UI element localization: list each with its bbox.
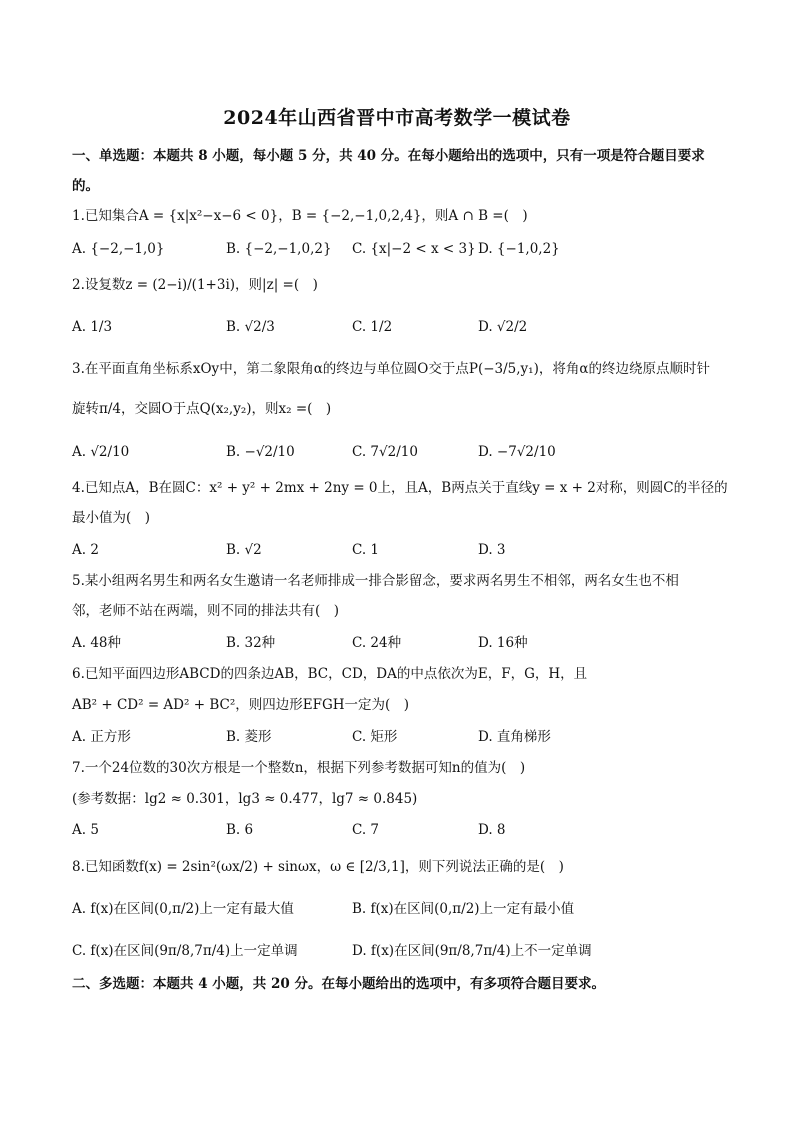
q8-option-c: C. f(x)在区间(9π/8,7π/4)上一定单调 <box>72 943 298 959</box>
q7-option-c: C. 7 <box>352 822 380 838</box>
page-title: 2024年山西省晋中市高考数学一模试卷 <box>223 107 571 129</box>
question-4-stem: 4.已知点A，B在圆C：x² + y² + 2mx + 2ny = 0上，且A，B两点关于直线y = x + 2对称，则圆C的半径的 <box>72 480 728 496</box>
q3-option-d: D. −7√2/10 <box>478 444 556 460</box>
question-6-stem-cont: AB² + CD² = AD² + BC²，则四边形EFGH一定为( ) <box>72 697 410 713</box>
question-8-stem: 8.已知函数f(x) = 2sin²(ωx/2) + sinωx，ω ∈ [2/3,1]，则下列说法正确的是( ) <box>72 859 564 875</box>
q8-option-d: D. f(x)在区间(9π/8,7π/4)上不一定单调 <box>352 943 592 959</box>
q4-option-c: C. 1 <box>352 542 380 558</box>
question-2-stem: 2.设复数z = (2−i)/(1+3i)，则|z| =( ) <box>72 277 318 293</box>
section-1-instructions: 一、单选题：本题共 8 小题，每小题 5 分，共 40 分。在每小题给出的选项中，只有一项是符合题目要求 <box>72 148 705 164</box>
q5-option-c: C. 24种 <box>352 635 402 651</box>
section-2-instructions: 二、多选题：本题共 4 小题，共 20 分。在每小题给出的选项中，有多项符合题目要求。 <box>72 976 605 992</box>
q2-option-d: D. √2/2 <box>478 319 528 335</box>
q7-option-b: B. 6 <box>226 822 254 838</box>
q6-option-a: A. 正方形 <box>72 729 131 745</box>
q6-option-d: D. 直角梯形 <box>478 729 551 745</box>
q3-option-b: B. −√2/10 <box>226 444 295 460</box>
q3-option-c: C. 7√2/10 <box>352 444 418 460</box>
question-6-stem: 6.已知平面四边形ABCD的四条边AB，BC，CD，DA的中点依次为E，F，G，H，且 <box>72 666 588 682</box>
q2-option-c: C. 1/2 <box>352 319 393 335</box>
question-1-stem: 1.已知集合A = {x|x²−x−6 < 0}，B = {−2,−1,0,2,4}，则A ∩ B =( ) <box>72 208 528 224</box>
q4-option-d: D. 3 <box>478 542 506 558</box>
q5-option-b: B. 32种 <box>226 635 276 651</box>
q1-option-b: B. {−2,−1,0,2} <box>226 241 332 257</box>
q4-option-a: A. 2 <box>72 542 99 558</box>
q8-option-a: A. f(x)在区间(0,π/2)上一定有最大值 <box>72 901 294 917</box>
q8-option-b: B. f(x)在区间(0,π/2)上一定有最小值 <box>352 901 575 917</box>
q7-option-d: D. 8 <box>478 822 506 838</box>
q2-option-a: A. 1/3 <box>72 319 113 335</box>
q2-option-b: B. √2/3 <box>226 319 275 335</box>
q3-option-a: A. √2/10 <box>72 444 130 460</box>
q6-option-b: B. 菱形 <box>226 729 272 745</box>
q1-option-c: C. {x|−2 < x < 3} <box>352 241 476 257</box>
question-7-stem: 7.一个24位数的30次方根是一个整数n，根据下列参考数据可知n的值为( ) <box>72 760 526 776</box>
q5-option-a: A. 48种 <box>72 635 122 651</box>
q6-option-c: C. 矩形 <box>352 729 398 745</box>
q1-option-a: A. {−2,−1,0} <box>72 241 165 257</box>
section-1-instructions-cont: 的。 <box>72 178 99 194</box>
question-4-stem-cont: 最小值为( ) <box>72 510 151 526</box>
question-7-reference-data: (参考数据：lg2 ≈ 0.301，lg3 ≈ 0.477，lg7 ≈ 0.845) <box>72 791 418 807</box>
q4-option-b: B. √2 <box>226 542 262 558</box>
question-3-stem-cont: 旋转π/4，交圆O于点Q(x₂,y₂)，则x₂ =( ) <box>72 401 332 417</box>
question-5-stem: 5.某小组两名男生和两名女生邀请一名老师排成一排合影留念，要求两名男生不相邻，两名女生也不相 <box>72 573 679 589</box>
question-5-stem-cont: 邻，老师不站在两端，则不同的排法共有( ) <box>72 603 340 619</box>
question-3-stem: 3.在平面直角坐标系xOy中，第二象限角α的终边与单位圆O交于点P(−3/5,y₁)，将角α的终边绕原点顺时针 <box>72 361 710 377</box>
q1-option-d: D. {−1,0,2} <box>478 241 560 257</box>
q5-option-d: D. 16种 <box>478 635 528 651</box>
q7-option-a: A. 5 <box>72 822 99 838</box>
